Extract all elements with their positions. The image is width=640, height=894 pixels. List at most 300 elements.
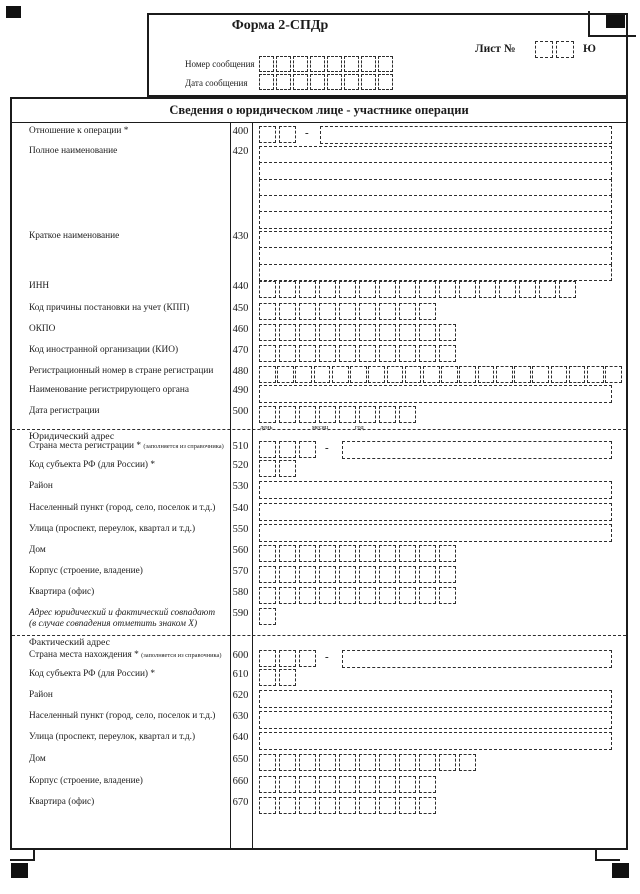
input-cell[interactable] <box>479 281 496 298</box>
form-row-440 <box>12 281 626 303</box>
input-cell[interactable] <box>379 797 396 814</box>
form-title: Форма 2-СПДр <box>231 18 329 33</box>
row-fields <box>259 545 622 562</box>
input-cell[interactable] <box>259 366 276 383</box>
input-cell[interactable] <box>339 797 356 814</box>
section-label: Фактический адрес <box>29 637 110 648</box>
form-row-670 <box>12 797 626 819</box>
input-cell[interactable] <box>259 797 276 814</box>
message-date-label: Дата сообщения <box>185 78 248 88</box>
input-cell[interactable] <box>293 56 308 72</box>
row-code: 640 <box>232 732 249 743</box>
row-label: Регистрационный номер в стране регистрации <box>29 366 214 376</box>
input-cell[interactable] <box>259 776 276 793</box>
input-cell[interactable] <box>399 406 416 423</box>
input-field[interactable] <box>259 211 612 229</box>
input-cell[interactable] <box>259 406 276 423</box>
row-fields <box>259 345 622 362</box>
date-sublabel: день <box>260 424 273 431</box>
input-cell[interactable] <box>279 776 296 793</box>
input-cell[interactable] <box>535 41 553 58</box>
row-fields <box>259 690 622 708</box>
input-cell[interactable] <box>514 366 531 383</box>
input-cell[interactable] <box>276 56 291 72</box>
input-cell[interactable] <box>439 754 456 771</box>
input-cell[interactable] <box>423 366 440 383</box>
cell-group <box>259 566 622 583</box>
input-cell[interactable] <box>359 303 376 320</box>
input-cell[interactable] <box>569 366 586 383</box>
input-cell[interactable] <box>361 74 376 90</box>
input-cell[interactable] <box>359 324 376 341</box>
row-fields <box>259 797 622 814</box>
input-cell[interactable] <box>310 56 325 72</box>
input-cell[interactable] <box>319 406 336 423</box>
input-cell[interactable] <box>399 345 416 362</box>
input-cell[interactable] <box>399 545 416 562</box>
input-cell[interactable] <box>279 345 296 362</box>
input-cell[interactable] <box>327 74 342 90</box>
input-cell[interactable] <box>605 366 622 383</box>
input-cell[interactable] <box>419 776 436 793</box>
input-cell[interactable] <box>399 281 416 298</box>
input-cell[interactable] <box>359 797 376 814</box>
input-field[interactable] <box>259 481 612 499</box>
input-cell[interactable] <box>379 776 396 793</box>
input-cell[interactable] <box>379 545 396 562</box>
row-code: 520 <box>232 460 249 471</box>
row-label-line2: (в случае совпадения отметить знаком X) <box>29 619 198 630</box>
input-cell[interactable] <box>259 303 276 320</box>
input-cell[interactable] <box>319 545 336 562</box>
row-fields <box>259 754 622 771</box>
input-cell[interactable] <box>350 366 367 383</box>
corner-notch <box>10 850 35 861</box>
input-cell[interactable] <box>419 587 436 604</box>
message-number-label: Номер сообщения <box>185 59 255 69</box>
input-field[interactable] <box>259 264 612 282</box>
row-fields <box>259 281 622 298</box>
row-code: 540 <box>232 503 249 514</box>
cell-group <box>259 345 622 362</box>
row-label: Корпус (строение, владение) <box>29 566 143 576</box>
input-field[interactable] <box>259 711 612 729</box>
input-cell[interactable] <box>339 545 356 562</box>
input-cell[interactable] <box>279 281 296 298</box>
form-row-460 <box>12 324 626 346</box>
input-cell[interactable] <box>439 545 456 562</box>
row-code: 500 <box>232 406 249 417</box>
registration-mark-icon <box>612 863 629 878</box>
form-header-box <box>147 13 628 97</box>
input-cell[interactable] <box>459 366 476 383</box>
input-field[interactable] <box>259 385 612 403</box>
input-cell[interactable] <box>399 587 416 604</box>
input-cell[interactable] <box>279 303 296 320</box>
input-cell[interactable] <box>339 345 356 362</box>
input-cell[interactable] <box>556 41 574 58</box>
dash-separator: - <box>325 651 329 663</box>
input-cell[interactable] <box>539 281 556 298</box>
input-cell[interactable] <box>419 345 436 362</box>
input-cell[interactable] <box>319 776 336 793</box>
row-code: 430 <box>232 231 249 242</box>
input-cell[interactable] <box>419 281 436 298</box>
input-cell[interactable] <box>299 324 316 341</box>
input-cell[interactable] <box>259 460 276 477</box>
input-cell[interactable] <box>359 587 376 604</box>
row-fields <box>259 366 622 383</box>
input-cell[interactable] <box>279 324 296 341</box>
input-cell[interactable] <box>299 345 316 362</box>
cell-group <box>259 406 622 423</box>
row-code: 460 <box>232 324 249 335</box>
form-rows <box>12 99 626 848</box>
input-cell[interactable] <box>419 797 436 814</box>
form-row-650 <box>12 754 626 776</box>
row-fields <box>259 566 622 583</box>
input-cell[interactable] <box>399 797 416 814</box>
form-row-520 <box>12 460 626 482</box>
cell-group <box>259 366 622 383</box>
row-fields <box>259 324 622 341</box>
cell-group <box>259 776 622 793</box>
row-label: Дом <box>29 545 46 555</box>
input-cell[interactable] <box>279 650 296 667</box>
form-row-450 <box>12 303 626 325</box>
row-label: Полное наименование <box>29 146 118 156</box>
input-cell[interactable] <box>259 669 276 686</box>
date-sublabel: месяц <box>312 424 329 431</box>
dash-separator: - <box>325 442 329 454</box>
legal-entity-section-box <box>10 97 628 850</box>
input-cell[interactable] <box>259 650 276 667</box>
input-cell[interactable] <box>559 281 576 298</box>
input-cell[interactable] <box>339 324 356 341</box>
input-cell[interactable] <box>259 587 276 604</box>
input-cell[interactable] <box>279 441 296 458</box>
form-row-660 <box>12 776 626 798</box>
form-row-610 <box>12 669 626 691</box>
input-cell[interactable] <box>339 754 356 771</box>
section-divider <box>12 635 626 650</box>
row-label: Код субъекта РФ (для России) * <box>29 460 155 470</box>
input-cell[interactable] <box>419 324 436 341</box>
form-row-560 <box>12 545 626 567</box>
row-label: Код иностранной организации (КИО) <box>29 345 179 355</box>
input-cell[interactable] <box>551 366 568 383</box>
input-cell[interactable] <box>279 566 296 583</box>
form-row-640 <box>12 732 626 754</box>
input-cell[interactable] <box>379 754 396 771</box>
input-cell[interactable] <box>259 74 274 90</box>
input-cell[interactable] <box>359 345 376 362</box>
input-cell[interactable] <box>419 754 436 771</box>
input-cell[interactable] <box>359 281 376 298</box>
form-row-550 <box>12 524 626 546</box>
input-cell[interactable] <box>379 324 396 341</box>
input-cell[interactable] <box>332 366 349 383</box>
input-cell[interactable] <box>399 754 416 771</box>
input-cell[interactable] <box>299 776 316 793</box>
form-row-470 <box>12 345 626 367</box>
form-row-490 <box>12 385 626 407</box>
input-cell[interactable] <box>439 587 456 604</box>
row-label: Корпус (строение, владение) <box>29 776 143 786</box>
input-cell[interactable] <box>279 797 296 814</box>
input-field[interactable] <box>259 690 612 708</box>
form-row-620 <box>12 690 626 712</box>
row-label: ОКПО <box>29 324 56 334</box>
input-cell[interactable] <box>419 303 436 320</box>
cell-group <box>259 754 622 771</box>
form-row-570 <box>12 566 626 588</box>
input-cell[interactable] <box>277 366 294 383</box>
row-fields <box>259 711 622 729</box>
cell-group <box>259 460 622 477</box>
registration-mark-icon <box>6 6 21 18</box>
cell-group <box>259 303 622 320</box>
input-cell[interactable] <box>532 366 549 383</box>
input-cell[interactable] <box>405 366 422 383</box>
input-cell[interactable] <box>259 441 276 458</box>
input-cell[interactable] <box>439 345 456 362</box>
input-cell[interactable] <box>339 776 356 793</box>
input-cell[interactable] <box>496 366 513 383</box>
row-label: ИНН <box>29 281 50 291</box>
input-cell[interactable] <box>299 650 316 667</box>
input-cell[interactable] <box>319 797 336 814</box>
input-cell[interactable] <box>368 366 385 383</box>
row-code: 450 <box>232 303 249 314</box>
cell-group <box>259 669 622 686</box>
input-field[interactable] <box>342 650 612 668</box>
input-cell[interactable] <box>439 566 456 583</box>
input-cell[interactable] <box>295 366 312 383</box>
section-title: Сведения о юридическом лице - участнике операции <box>169 103 469 117</box>
input-cell[interactable] <box>279 669 296 686</box>
row-code: 510 <box>232 441 249 452</box>
row-fields <box>259 524 622 542</box>
input-cell[interactable] <box>519 281 536 298</box>
input-cell[interactable] <box>459 281 476 298</box>
input-cell[interactable] <box>359 754 376 771</box>
row-code: 550 <box>232 524 249 535</box>
row-label: Дата регистрации <box>29 406 100 416</box>
row-label-note: (заполняется из справочника) <box>143 443 224 450</box>
input-cell[interactable] <box>319 566 336 583</box>
row-label: Адрес юридический и фактический совпадают (в случае совпадения отметить знаком X) <box>29 608 227 630</box>
row-code: 630 <box>232 711 249 722</box>
input-cell[interactable] <box>319 303 336 320</box>
row-fields <box>259 650 622 667</box>
input-cell[interactable] <box>299 797 316 814</box>
input-cell[interactable] <box>319 324 336 341</box>
registration-mark-icon <box>11 863 28 878</box>
row-label: Район <box>29 481 53 491</box>
input-cell[interactable] <box>327 56 342 72</box>
input-cell[interactable] <box>299 406 316 423</box>
input-cell[interactable] <box>299 566 316 583</box>
input-cell[interactable] <box>587 366 604 383</box>
row-code: 650 <box>232 754 249 765</box>
input-cell[interactable] <box>361 56 376 72</box>
input-cell[interactable] <box>359 776 376 793</box>
input-cell[interactable] <box>339 406 356 423</box>
input-cell[interactable] <box>441 366 458 383</box>
row-fields <box>259 587 622 604</box>
input-cell[interactable] <box>339 587 356 604</box>
input-cell[interactable] <box>379 281 396 298</box>
input-cell[interactable] <box>478 366 495 383</box>
input-cell[interactable] <box>279 126 296 143</box>
input-cell[interactable] <box>279 754 296 771</box>
input-cell[interactable] <box>359 545 376 562</box>
row-code: 560 <box>232 545 249 556</box>
row-code: 570 <box>232 566 249 577</box>
input-cell[interactable] <box>499 281 516 298</box>
input-cell[interactable] <box>259 324 276 341</box>
input-cell[interactable] <box>344 56 359 72</box>
input-cell[interactable] <box>259 281 276 298</box>
input-cell[interactable] <box>293 74 308 90</box>
input-field[interactable] <box>259 162 612 180</box>
input-field[interactable] <box>259 247 612 265</box>
form-row-400 <box>12 126 626 148</box>
row-fields <box>259 669 622 686</box>
row-fields <box>259 385 622 403</box>
input-cell[interactable] <box>310 74 325 90</box>
input-cell[interactable] <box>439 324 456 341</box>
input-cell[interactable] <box>319 345 336 362</box>
input-cell[interactable] <box>379 345 396 362</box>
form-row-580 <box>12 587 626 609</box>
input-cell[interactable] <box>359 566 376 583</box>
cell-group <box>259 545 622 562</box>
input-cell[interactable] <box>378 56 393 72</box>
input-cell[interactable] <box>314 366 331 383</box>
message-number-cells <box>259 56 393 72</box>
row-label: Отношение к операции * <box>29 126 129 136</box>
section-label: Юридический адрес <box>29 431 115 442</box>
input-field[interactable] <box>259 524 612 542</box>
input-cell[interactable] <box>379 587 396 604</box>
input-cell[interactable] <box>319 281 336 298</box>
cell-group <box>259 608 622 625</box>
input-cell[interactable] <box>379 566 396 583</box>
input-cell[interactable] <box>276 74 291 90</box>
form-row-630 <box>12 711 626 733</box>
input-field[interactable] <box>320 126 612 144</box>
input-cell[interactable] <box>399 566 416 583</box>
row-fields <box>259 406 622 431</box>
row-code: 590 <box>232 608 249 619</box>
row-code: 660 <box>232 776 249 787</box>
form-row-590 <box>12 608 626 634</box>
input-cell[interactable] <box>399 303 416 320</box>
input-cell[interactable] <box>379 303 396 320</box>
row-label-note: (заполняется из справочника) <box>141 652 222 659</box>
input-cell[interactable] <box>279 406 296 423</box>
input-cell[interactable] <box>399 776 416 793</box>
input-cell[interactable] <box>339 566 356 583</box>
input-cell[interactable] <box>259 754 276 771</box>
input-cell[interactable] <box>399 324 416 341</box>
input-cell[interactable] <box>279 587 296 604</box>
form-row-430 <box>12 231 626 283</box>
input-cell[interactable] <box>299 587 316 604</box>
row-fields <box>259 460 622 477</box>
row-fields <box>259 231 622 281</box>
input-cell[interactable] <box>344 74 359 90</box>
row-code: 670 <box>232 797 249 808</box>
row-label: Код субъекта РФ (для России) * <box>29 669 155 679</box>
input-field[interactable] <box>259 195 612 213</box>
input-cell[interactable] <box>299 545 316 562</box>
input-field[interactable] <box>259 231 612 249</box>
row-fields <box>259 303 622 320</box>
input-cell[interactable] <box>259 56 274 72</box>
row-label: Дом <box>29 754 46 764</box>
input-cell[interactable] <box>419 566 436 583</box>
row-code: 400 <box>232 126 249 137</box>
input-cell[interactable] <box>299 303 316 320</box>
input-cell[interactable] <box>387 366 404 383</box>
row-label: Район <box>29 690 53 700</box>
input-cell[interactable] <box>339 281 356 298</box>
input-cell[interactable] <box>378 74 393 90</box>
row-code: 620 <box>232 690 249 701</box>
input-field[interactable] <box>342 441 612 459</box>
input-field[interactable] <box>259 146 612 164</box>
row-label: Квартира (офис) <box>29 797 95 807</box>
input-cell[interactable] <box>299 441 316 458</box>
input-field[interactable] <box>259 503 612 521</box>
input-cell[interactable] <box>459 754 476 771</box>
input-cell[interactable] <box>439 281 456 298</box>
input-cell[interactable] <box>259 126 276 143</box>
row-code: 490 <box>232 385 249 396</box>
input-cell[interactable] <box>299 754 316 771</box>
sheet-number-cells <box>535 41 574 58</box>
input-cell[interactable] <box>419 545 436 562</box>
input-cell[interactable] <box>259 566 276 583</box>
sheet-type-letter: Ю <box>583 43 596 55</box>
input-cell[interactable] <box>319 587 336 604</box>
input-cell[interactable] <box>259 545 276 562</box>
input-cell[interactable] <box>279 460 296 477</box>
input-cell[interactable] <box>259 608 276 625</box>
input-cell[interactable] <box>279 545 296 562</box>
input-cell[interactable] <box>319 754 336 771</box>
corner-notch <box>595 850 620 861</box>
input-cell[interactable] <box>359 406 376 423</box>
input-cell[interactable] <box>339 303 356 320</box>
input-cell[interactable] <box>299 281 316 298</box>
input-cell[interactable] <box>379 406 396 423</box>
row-label: Населенный пункт (город, село, поселок и т.д.) <box>29 711 216 721</box>
sheet-number-label: Лист № <box>475 43 516 55</box>
form-row-420 <box>12 146 626 230</box>
row-code: 420 <box>232 146 249 157</box>
row-fields <box>259 608 622 625</box>
input-field[interactable] <box>259 179 612 197</box>
input-cell[interactable] <box>259 345 276 362</box>
row-fields <box>259 481 622 499</box>
input-field[interactable] <box>259 732 612 750</box>
dash-separator: - <box>305 127 309 139</box>
row-label: Страна места регистрации * (заполняется из справочника) <box>29 441 224 451</box>
